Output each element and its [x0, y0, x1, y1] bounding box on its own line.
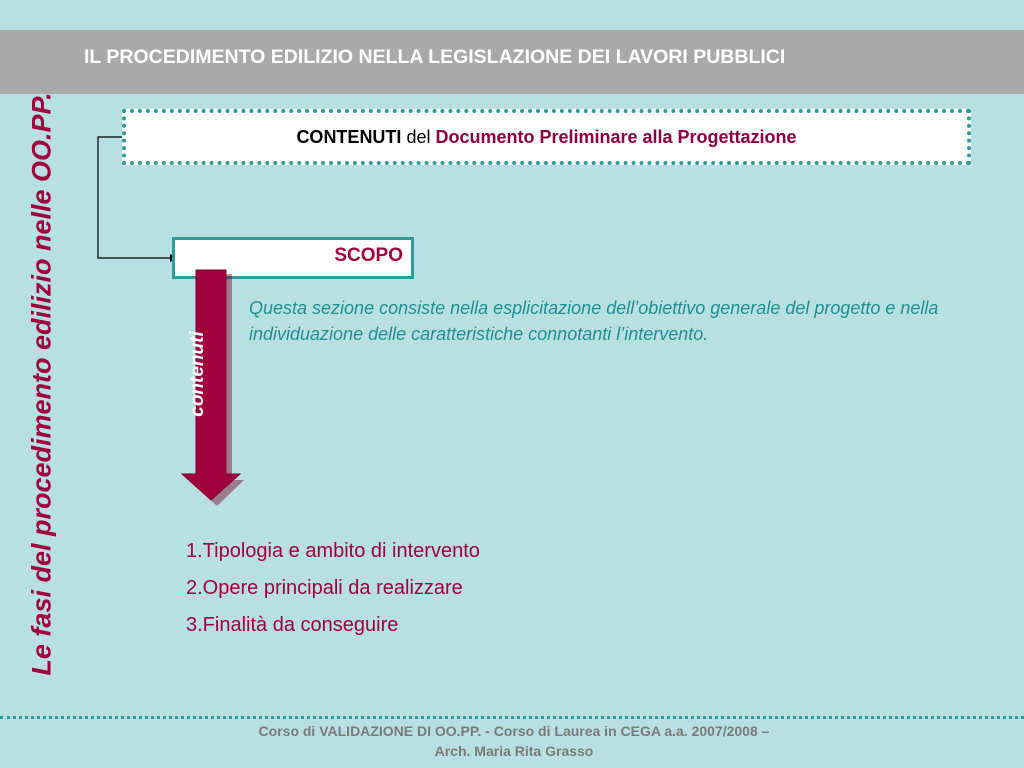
contents-box-label: CONTENUTI [296, 127, 402, 147]
side-title: Le fasi del procedimento edilizio nelle OO.PP. [26, 92, 57, 676]
contents-box [122, 109, 971, 165]
contents-box-connector-text: del [401, 127, 436, 147]
content-list [186, 536, 480, 647]
contents-box-document-name: Documento Preliminare alla Progettazione [435, 127, 797, 147]
list-item: 1.Tipologia e ambito di intervento [186, 540, 480, 562]
section-description: Questa sezione consiste nella esplicitazione dell’obiettivo generale del progetto e nella individuazione delle caratteristiche connotanti l’intervento. [249, 298, 939, 344]
list-item: 3.Finalità da conseguire [186, 614, 399, 636]
footer [190, 721, 838, 761]
section-label: SCOPO [334, 245, 403, 266]
footer-divider [0, 716, 1024, 719]
footer-line-1: Corso di VALIDAZIONE DI OO.PP. - Corso di Laurea in CEGA a.a. 2007/2008 – [258, 723, 770, 739]
page-title: IL PROCEDIMENTO EDILIZIO NELLA LEGISLAZIONE DEI LAVORI PUBBLICI [84, 46, 786, 68]
arrow-label: contenuti [187, 331, 208, 417]
list-item: 2.Opere principali da realizzare [186, 577, 463, 599]
footer-line-2: Arch. Maria Rita Grasso [434, 743, 594, 759]
